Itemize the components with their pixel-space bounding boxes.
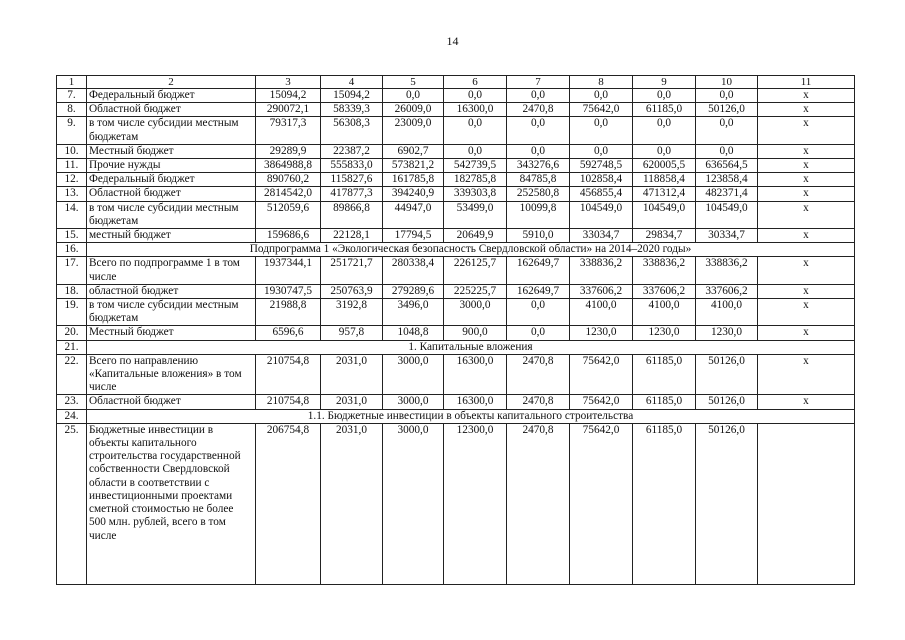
header-cell: 6	[444, 76, 507, 89]
value-cell: 0,0	[696, 117, 758, 144]
row-label: Прочие нужды	[87, 159, 256, 173]
row-number: 10.	[57, 144, 87, 158]
value-cell: 33034,7	[570, 229, 633, 243]
value-cell: 338836,2	[633, 257, 696, 284]
row-number: 17.	[57, 257, 87, 284]
value-cell: 337606,2	[633, 284, 696, 298]
section-row	[57, 340, 855, 354]
value-cell: 61185,0	[633, 423, 696, 584]
header-cell: 3	[256, 76, 321, 89]
page-number: 14	[446, 34, 459, 48]
row-label: в том числе субсидии местным бюджетам	[87, 117, 256, 144]
value-cell: 394240,9	[383, 187, 444, 201]
value-cell: 3000,0	[444, 299, 507, 326]
row-label: местный бюджет	[87, 229, 256, 243]
value-cell: 0,0	[633, 144, 696, 158]
row-number: 18.	[57, 284, 87, 298]
value-cell: 252580,8	[507, 187, 570, 201]
value-cell: 58339,3	[321, 103, 383, 117]
value-cell: 2031,0	[321, 354, 383, 395]
value-cell: 3864988,8	[256, 159, 321, 173]
value-cell: 206754,8	[256, 423, 321, 584]
value-cell: 123858,4	[696, 173, 758, 187]
value-cell: 280338,4	[383, 257, 444, 284]
col11-cell: х	[758, 284, 855, 298]
row-number: 7.	[57, 89, 87, 103]
value-cell: 1937344,1	[256, 257, 321, 284]
col11-cell: х	[758, 103, 855, 117]
table-row	[57, 229, 855, 243]
value-cell: 555833,0	[321, 159, 383, 173]
value-cell: 0,0	[570, 144, 633, 158]
table-row	[57, 103, 855, 117]
section-row	[57, 409, 855, 423]
header-cell: 7	[507, 76, 570, 89]
section-title: Подпрограмма 1 «Экологическая безопасность Свердловской области» на 2014–2020 годы»	[87, 243, 855, 257]
value-cell: 2814542,0	[256, 187, 321, 201]
table-row	[57, 201, 855, 228]
table-row	[57, 423, 855, 584]
col11-cell: х	[758, 159, 855, 173]
value-cell: 1048,8	[383, 326, 444, 340]
header-cell: 11	[758, 76, 855, 89]
value-cell: 182785,8	[444, 173, 507, 187]
value-cell: 23009,0	[383, 117, 444, 144]
value-cell: 75642,0	[570, 423, 633, 584]
table-row	[57, 89, 855, 103]
row-number: 21.	[57, 340, 87, 354]
value-cell: 6902,7	[383, 144, 444, 158]
value-cell: 900,0	[444, 326, 507, 340]
row-number: 16.	[57, 243, 87, 257]
col11-cell: х	[758, 117, 855, 144]
value-cell: 0,0	[507, 89, 570, 103]
value-cell: 636564,5	[696, 159, 758, 173]
value-cell: 26009,0	[383, 103, 444, 117]
table-row	[57, 326, 855, 340]
value-cell: 3496,0	[383, 299, 444, 326]
value-cell: 456855,4	[570, 187, 633, 201]
row-label: Федеральный бюджет	[87, 173, 256, 187]
row-number: 23.	[57, 395, 87, 409]
value-cell: 210754,8	[256, 395, 321, 409]
value-cell: 104549,0	[633, 201, 696, 228]
value-cell: 2470,8	[507, 423, 570, 584]
value-cell: 16300,0	[444, 103, 507, 117]
header-cell: 8	[570, 76, 633, 89]
row-label: Федеральный бюджет	[87, 89, 256, 103]
value-cell: 1230,0	[696, 326, 758, 340]
section-title: 1.1. Бюджетные инвестиции в объекты капитального строительства	[87, 409, 855, 423]
value-cell: 210754,8	[256, 354, 321, 395]
value-cell: 4100,0	[633, 299, 696, 326]
table-row	[57, 173, 855, 187]
value-cell: 115827,6	[321, 173, 383, 187]
value-cell: 6596,6	[256, 326, 321, 340]
row-number: 22.	[57, 354, 87, 395]
value-cell: 56308,3	[321, 117, 383, 144]
value-cell: 0,0	[507, 144, 570, 158]
value-cell: 542739,5	[444, 159, 507, 173]
value-cell: 4100,0	[570, 299, 633, 326]
value-cell: 22387,2	[321, 144, 383, 158]
value-cell: 620005,5	[633, 159, 696, 173]
value-cell: 102858,4	[570, 173, 633, 187]
value-cell: 0,0	[696, 144, 758, 158]
value-cell: 4100,0	[696, 299, 758, 326]
row-label: в том числе субсидии местным бюджетам	[87, 299, 256, 326]
value-cell: 0,0	[507, 326, 570, 340]
value-cell: 290072,1	[256, 103, 321, 117]
value-cell: 50126,0	[696, 354, 758, 395]
value-cell: 592748,5	[570, 159, 633, 173]
value-cell: 2031,0	[321, 395, 383, 409]
value-cell: 79317,3	[256, 117, 321, 144]
section-title: 1. Капитальные вложения	[87, 340, 855, 354]
value-cell: 0,0	[507, 299, 570, 326]
value-cell: 0,0	[633, 117, 696, 144]
col11-cell: х	[758, 144, 855, 158]
value-cell: 3000,0	[383, 423, 444, 584]
value-cell: 50126,0	[696, 103, 758, 117]
row-number: 19.	[57, 299, 87, 326]
row-label: Областной бюджет	[87, 395, 256, 409]
row-number: 25.	[57, 423, 87, 584]
row-label: Всего по подпрограмме 1 в том числе	[87, 257, 256, 284]
value-cell: 20649,9	[444, 229, 507, 243]
value-cell: 162649,7	[507, 257, 570, 284]
value-cell: 53499,0	[444, 201, 507, 228]
value-cell: 29834,7	[633, 229, 696, 243]
table-row	[57, 117, 855, 144]
value-cell: 5910,0	[507, 229, 570, 243]
value-cell: 61185,0	[633, 395, 696, 409]
value-cell: 250763,9	[321, 284, 383, 298]
value-cell: 1230,0	[570, 326, 633, 340]
table-row	[57, 299, 855, 326]
header-cell: 5	[383, 76, 444, 89]
row-label: Местный бюджет	[87, 144, 256, 158]
value-cell: 225225,7	[444, 284, 507, 298]
value-cell: 0,0	[383, 89, 444, 103]
header-cell: 4	[321, 76, 383, 89]
value-cell: 471312,4	[633, 187, 696, 201]
row-label: Областной бюджет	[87, 103, 256, 117]
value-cell: 0,0	[570, 89, 633, 103]
value-cell: 337606,2	[570, 284, 633, 298]
value-cell: 3000,0	[383, 395, 444, 409]
value-cell: 0,0	[507, 117, 570, 144]
value-cell: 482371,4	[696, 187, 758, 201]
value-cell: 573821,2	[383, 159, 444, 173]
table-row	[57, 257, 855, 284]
row-number: 24.	[57, 409, 87, 423]
col11-cell: х	[758, 187, 855, 201]
value-cell: 15094,2	[256, 89, 321, 103]
row-label: Бюджетные инвестиции в объекты капитального строительства государственной собственности Свердловской области в соответствии с инвестиционными проектами сметной стоимостью не более 500 млн. рублей, всего в том числе	[87, 423, 256, 584]
value-cell: 104549,0	[696, 201, 758, 228]
value-cell: 512059,6	[256, 201, 321, 228]
header-cell: 1	[57, 76, 87, 89]
row-number: 11.	[57, 159, 87, 173]
value-cell: 1930747,5	[256, 284, 321, 298]
value-cell: 417877,3	[321, 187, 383, 201]
value-cell: 339303,8	[444, 187, 507, 201]
value-cell: 22128,1	[321, 229, 383, 243]
value-cell: 957,8	[321, 326, 383, 340]
value-cell: 16300,0	[444, 395, 507, 409]
col11-cell: х	[758, 354, 855, 395]
value-cell: 162649,7	[507, 284, 570, 298]
value-cell: 0,0	[444, 144, 507, 158]
col11-cell: х	[758, 326, 855, 340]
row-number: 15.	[57, 229, 87, 243]
row-label: Местный бюджет	[87, 326, 256, 340]
value-cell: 21988,8	[256, 299, 321, 326]
row-number: 8.	[57, 103, 87, 117]
value-cell: 226125,7	[444, 257, 507, 284]
row-number: 14.	[57, 201, 87, 228]
value-cell: 2031,0	[321, 423, 383, 584]
table-row	[57, 395, 855, 409]
value-cell: 0,0	[570, 117, 633, 144]
value-cell: 251721,7	[321, 257, 383, 284]
row-number: 20.	[57, 326, 87, 340]
value-cell: 337606,2	[696, 284, 758, 298]
col11-cell: х	[758, 229, 855, 243]
row-label: в том числе субсидии местным бюджетам	[87, 201, 256, 228]
value-cell: 1230,0	[633, 326, 696, 340]
section-row	[57, 243, 855, 257]
header-row	[57, 76, 855, 89]
value-cell: 75642,0	[570, 354, 633, 395]
value-cell: 3000,0	[383, 354, 444, 395]
row-number: 12.	[57, 173, 87, 187]
table-row	[57, 159, 855, 173]
value-cell: 15094,2	[321, 89, 383, 103]
value-cell: 75642,0	[570, 395, 633, 409]
value-cell: 3192,8	[321, 299, 383, 326]
value-cell: 0,0	[633, 89, 696, 103]
value-cell: 50126,0	[696, 395, 758, 409]
col11-cell: х	[758, 395, 855, 409]
value-cell: 75642,0	[570, 103, 633, 117]
value-cell: 118858,4	[633, 173, 696, 187]
header-cell: 9	[633, 76, 696, 89]
value-cell: 30334,7	[696, 229, 758, 243]
col11-cell: х	[758, 89, 855, 103]
value-cell: 2470,8	[507, 103, 570, 117]
budget-table	[56, 75, 855, 585]
table-row	[57, 354, 855, 395]
value-cell: 2470,8	[507, 395, 570, 409]
value-cell: 161785,8	[383, 173, 444, 187]
value-cell: 0,0	[696, 89, 758, 103]
value-cell: 104549,0	[570, 201, 633, 228]
col11-cell: х	[758, 299, 855, 326]
value-cell: 10099,8	[507, 201, 570, 228]
value-cell: 890760,2	[256, 173, 321, 187]
value-cell: 89866,8	[321, 201, 383, 228]
value-cell: 17794,5	[383, 229, 444, 243]
row-label: Всего по направлению «Капитальные вложения» в том числе	[87, 354, 256, 395]
value-cell: 343276,6	[507, 159, 570, 173]
table-row	[57, 284, 855, 298]
value-cell: 2470,8	[507, 354, 570, 395]
value-cell: 12300,0	[444, 423, 507, 584]
value-cell: 338836,2	[570, 257, 633, 284]
value-cell: 0,0	[444, 117, 507, 144]
col11-cell: х	[758, 173, 855, 187]
col11-cell	[758, 423, 855, 584]
value-cell: 16300,0	[444, 354, 507, 395]
value-cell: 159686,6	[256, 229, 321, 243]
col11-cell: х	[758, 201, 855, 228]
value-cell: 279289,6	[383, 284, 444, 298]
value-cell: 61185,0	[633, 354, 696, 395]
row-label: областной бюджет	[87, 284, 256, 298]
row-label: Областной бюджет	[87, 187, 256, 201]
value-cell: 29289,9	[256, 144, 321, 158]
row-number: 13.	[57, 187, 87, 201]
header-cell: 2	[87, 76, 256, 89]
row-number: 9.	[57, 117, 87, 144]
value-cell: 84785,8	[507, 173, 570, 187]
value-cell: 44947,0	[383, 201, 444, 228]
value-cell: 0,0	[444, 89, 507, 103]
table-row	[57, 187, 855, 201]
col11-cell: х	[758, 257, 855, 284]
value-cell: 50126,0	[696, 423, 758, 584]
table-row	[57, 144, 855, 158]
value-cell: 338836,2	[696, 257, 758, 284]
header-cell: 10	[696, 76, 758, 89]
value-cell: 61185,0	[633, 103, 696, 117]
